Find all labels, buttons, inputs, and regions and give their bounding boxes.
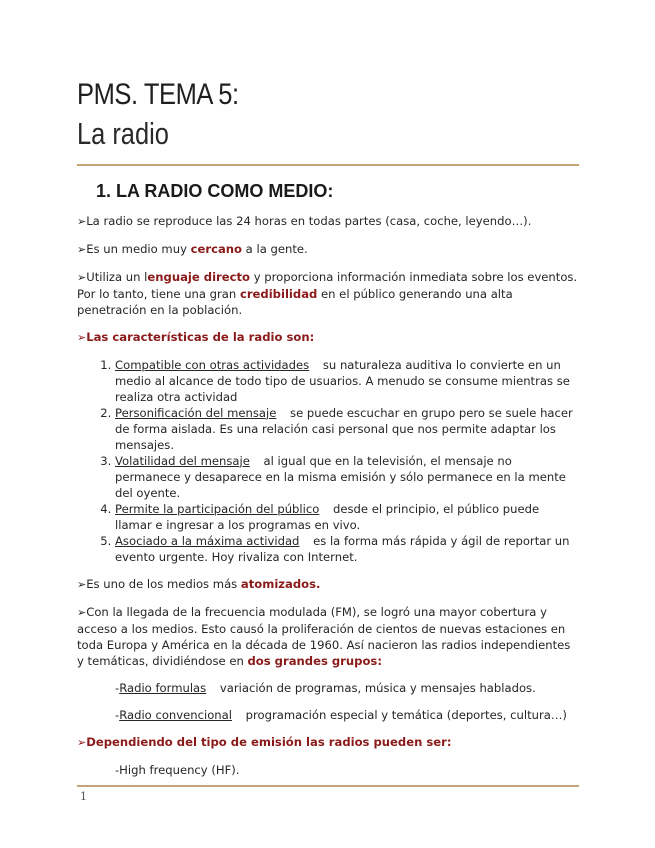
- page-number: 1: [80, 790, 87, 803]
- arrow-bullet-icon: ➢: [77, 243, 87, 256]
- group-item: -Radio convencional programación especial y temática (deportes, cultura…): [115, 708, 567, 722]
- list-item: 1. Compatible con otras actividades su naturaleza auditiva lo convierte en un medio al alcance de todo tipo de usuarios. A menudo se consume mientras se realiza otra actividad: [115, 357, 579, 405]
- emission-item: -High frequency (HF).: [115, 763, 240, 777]
- emission-heading: ➢Dependiendo del tipo de emisión las radios pueden ser:: [77, 735, 452, 749]
- list-item: 3. Volatilidad del mensaje al igual que en la televisión, el mensaje no permanece y desaparece en la misma emisión y sólo permanece en la mente del oyente.: [115, 453, 579, 501]
- section-heading: 1. LA RADIO COMO MEDIO:: [96, 181, 334, 201]
- document-body: [77, 213, 579, 789]
- paragraph-4: ➢Es uno de los medios más atomizados.: [77, 577, 321, 591]
- paragraph-3: ➢Utiliza un lenguaje directo y proporciona información inmediata sobre los eventos. Por lo tanto, tiene una gran credibilidad en el público generando una alta penetración en la población.: [77, 270, 578, 317]
- group-item: -Radio formulas variación de programas, música y mensajes hablados.: [115, 681, 536, 695]
- arrow-bullet-icon: ➢: [77, 215, 87, 228]
- paragraph-1: ➢La radio se reproduce las 24 horas en todas partes (casa, coche, leyendo…).: [77, 214, 532, 228]
- paragraph-5: ➢Con la llegada de la frecuencia modulada (FM), se logró una mayor cobertura y acceso a los medios. Esto causó la proliferación de cientos de nuevas estaciones en toda Europa y América en la década de 1960. Así nacieron las radios independientes y temáticas, dividiéndose en dos grandes grupos:: [77, 605, 571, 668]
- arrow-bullet-icon: ➢: [77, 578, 87, 591]
- arrow-bullet-icon: ➢: [77, 271, 87, 284]
- footer-rule: [77, 785, 579, 787]
- list-item: 5. Asociado a la máxima actividad es la forma más rápida y ágil de reportar un evento urgente. Hoy rivaliza con Internet.: [115, 533, 579, 565]
- header-rule: [77, 164, 579, 166]
- document-title: PMS. TEMA 5:: [77, 78, 239, 111]
- document-subtitle: La radio: [77, 116, 169, 151]
- arrow-bullet-icon: ➢: [77, 606, 87, 619]
- characteristics-heading: ➢Las características de la radio son:: [77, 330, 315, 344]
- list-item: 4. Permite la participación del público desde el principio, el público puede llamar e ingresar a los programas en vivo.: [115, 501, 579, 533]
- arrow-bullet-icon: ➢: [77, 331, 87, 344]
- paragraph-2: ➢Es un medio muy cercano a la gente.: [77, 242, 308, 256]
- characteristics-list: [77, 357, 579, 565]
- list-item: 2. Personificación del mensaje se puede escuchar en grupo pero se suele hacer de forma aislada. Es una relación casi personal que nos permite adaptar los mensajes.: [115, 405, 579, 453]
- arrow-bullet-icon: ➢: [77, 736, 87, 749]
